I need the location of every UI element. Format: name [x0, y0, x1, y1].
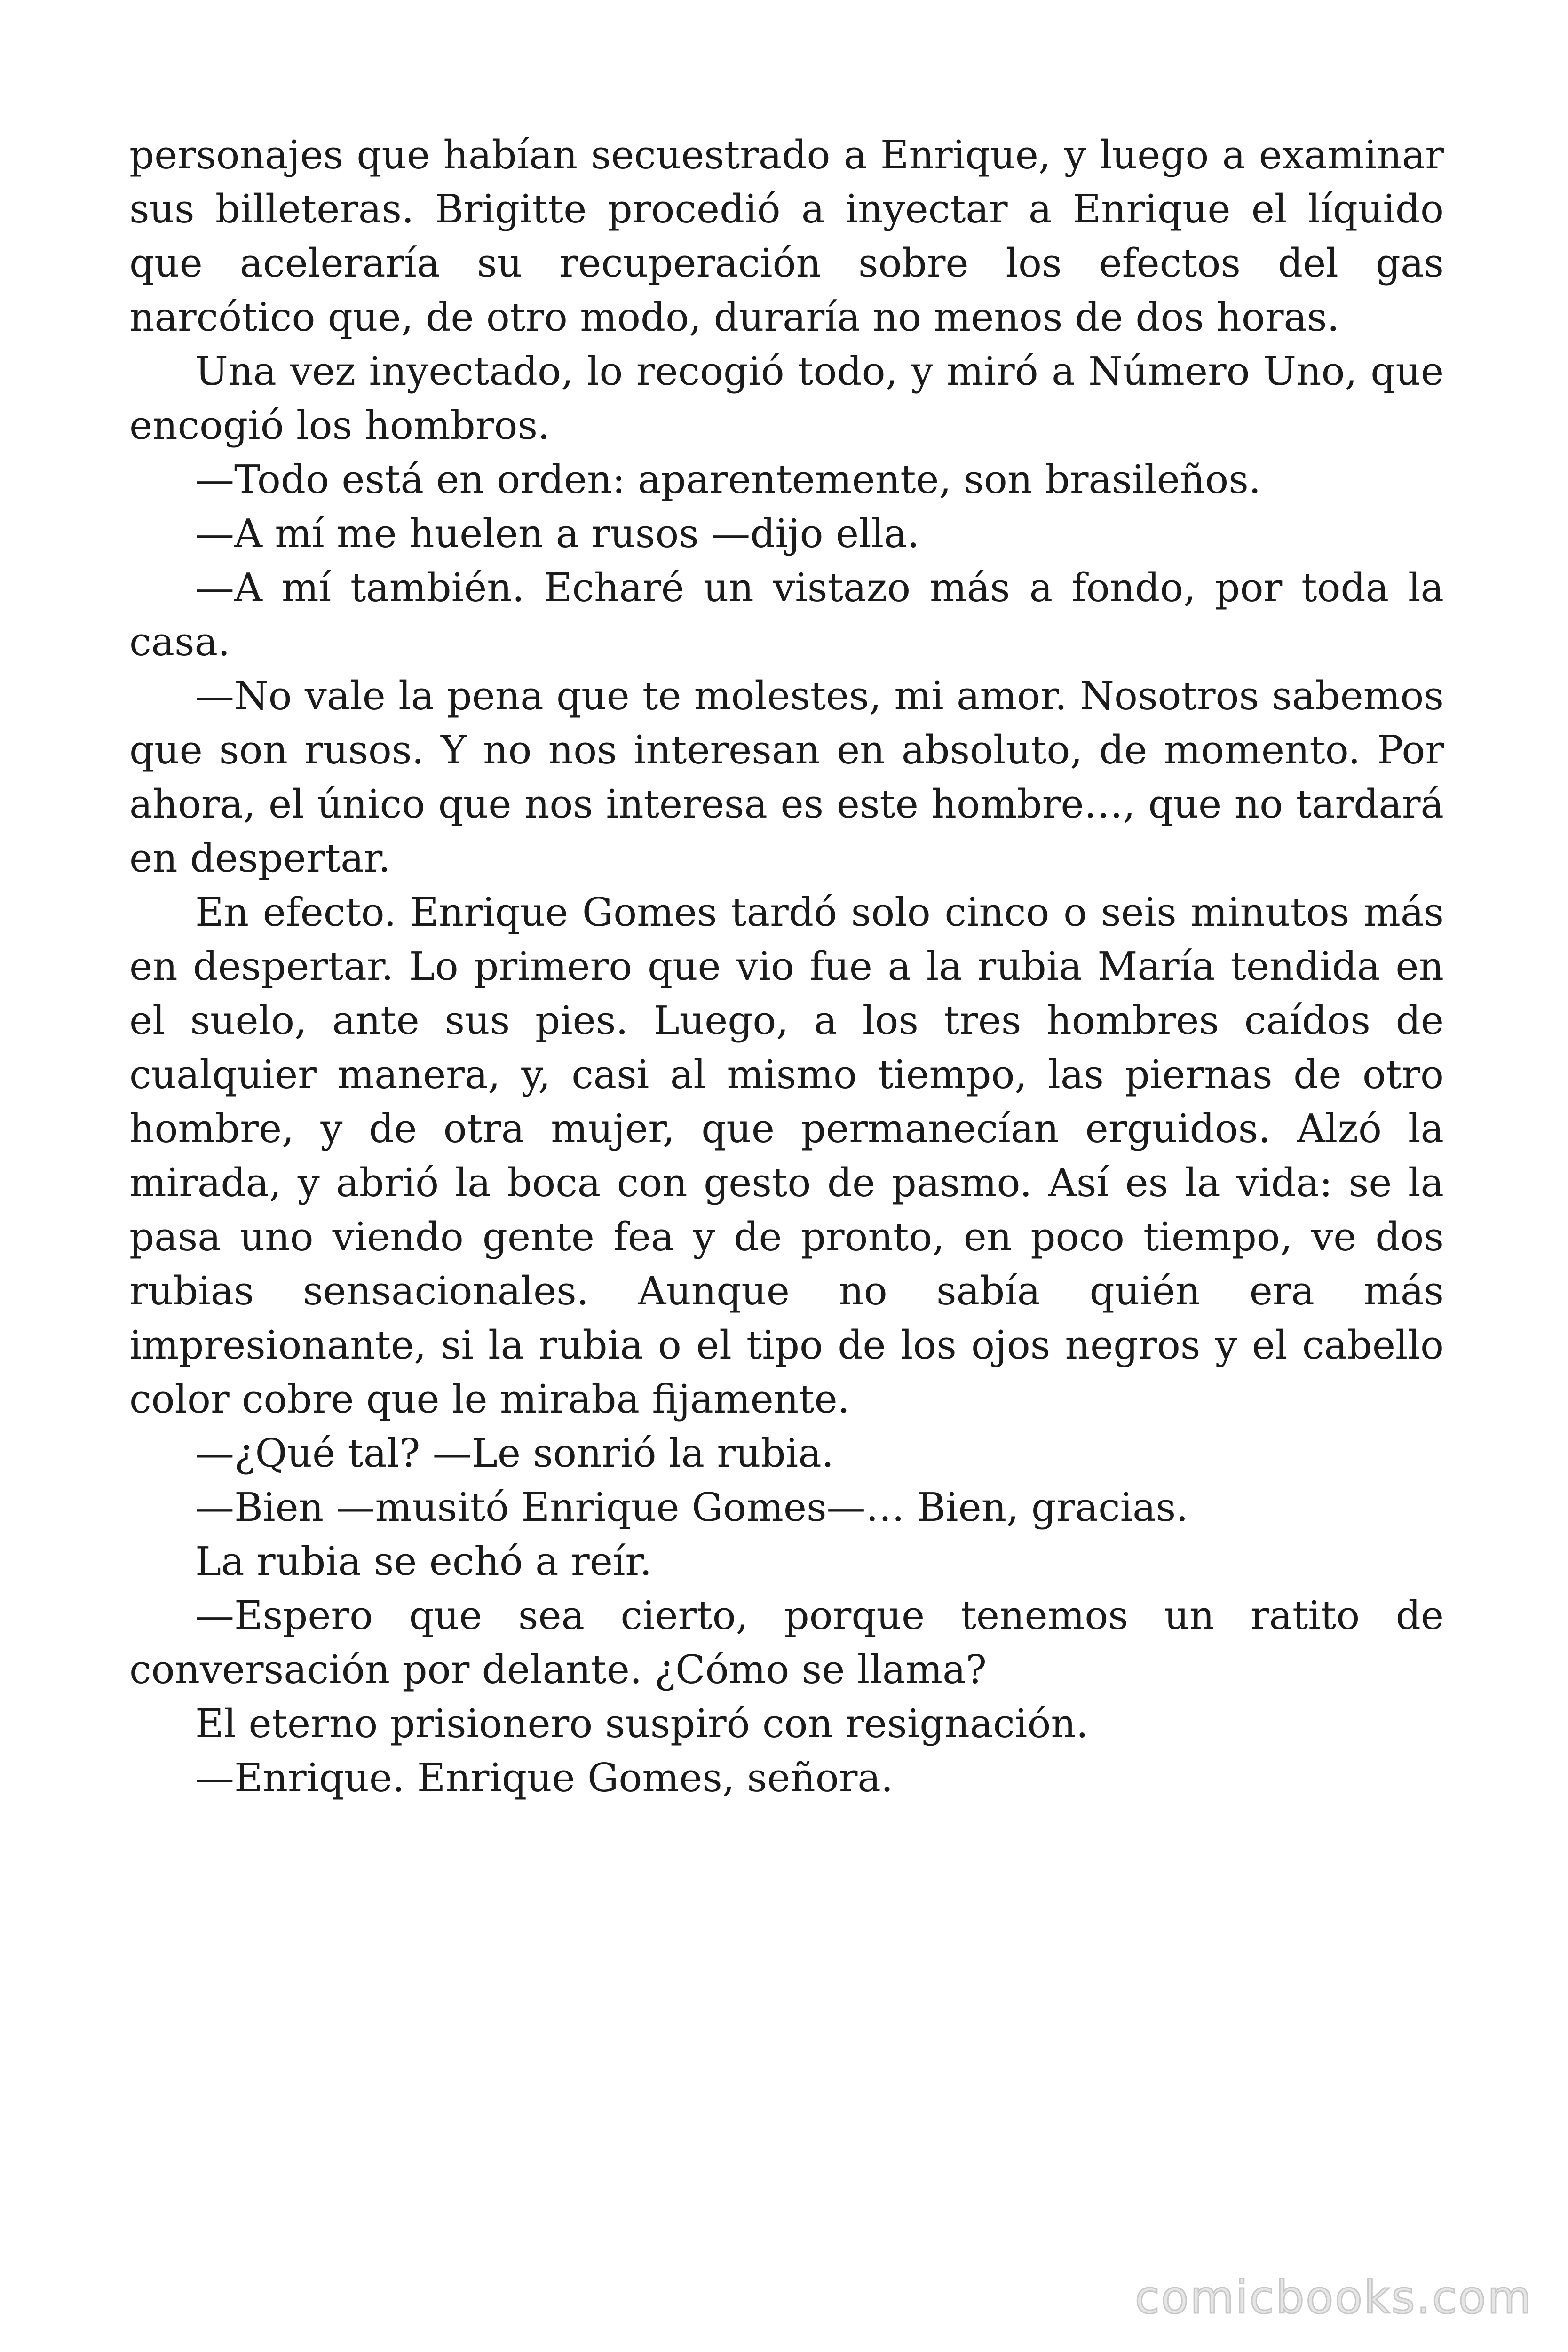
- paragraph: —Espero que sea cierto, porque tenemos un ratito de conversación por delante. ¿Cómo se llama?: [129, 1593, 1444, 1692]
- watermark: comicbooks.com: [1134, 2271, 1533, 2324]
- paragraph: —Enrique. Enrique Gomes, señora.: [195, 1755, 894, 1801]
- paragraph: El eterno prisionero suspiró con resignación.: [195, 1701, 1089, 1747]
- paragraph: —No vale la pena que te molestes, mi amor. Nosotros sabemos que son rusos. Y no nos interesan en absoluto, de momento. Por ahora, el único que nos interesa es este hombre…, que no tardará en despertar.: [129, 673, 1444, 881]
- paragraph: —A mí también. Echaré un vistazo más a fondo, por toda la casa.: [129, 565, 1444, 665]
- paragraph: —Todo está en orden: aparentemente, son brasileños.: [195, 457, 1261, 502]
- paragraph: —Bien —musitó Enrique Gomes—… Bien, gracias.: [195, 1485, 1188, 1530]
- page-text: [129, 128, 1444, 1805]
- paragraph: Una vez inyectado, lo recogió todo, y miró a Número Uno, que encogió los hombros.: [129, 349, 1444, 448]
- paragraph: En efecto. Enrique Gomes tardó solo cinco o seis minutos más en despertar. Lo primero que vio fue a la rubia María tendida en el suelo, ante sus pies. Luego, a los tres hombres caídos de cualquier manera, y, casi al mismo tiempo, las piernas de otro hombre, y de otra mujer, que permanecían erguidos. Alzó la mirada, y abrió la boca con gesto de pasmo. Así es la vida: se la pasa uno viendo gente fea y de pronto, en poco tiempo, ve dos rubias sensacionales. Aunque no sabía quién era más impresionante, si la rubia o el tipo de los ojos negros y el cabello color cobre que le miraba fijamente.: [129, 890, 1444, 1422]
- paragraph: —A mí me huelen a rusos —dijo ella.: [195, 511, 920, 556]
- paragraph: —¿Qué tal? —Le sonrió la rubia.: [195, 1430, 834, 1476]
- paragraph: personajes que habían secuestrado a Enrique, y luego a examinar sus billeteras. Brigitte procedió a inyectar a Enrique el líquido que aceleraría su recuperación sobre los efectos del gas narcótico que, de otro modo, duraría no menos de dos horas.: [129, 132, 1444, 340]
- paragraph: La rubia se echó a reír.: [195, 1539, 652, 1584]
